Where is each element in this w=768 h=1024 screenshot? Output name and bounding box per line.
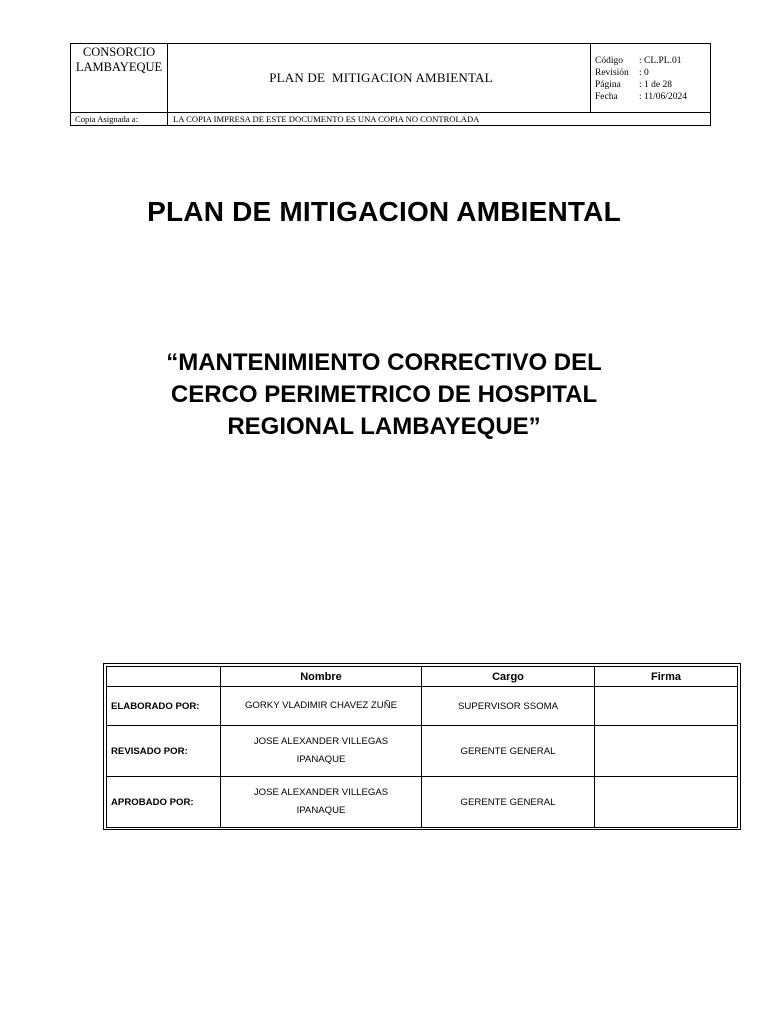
project-title-line1: “MANTENIMIENTO CORRECTIVO DEL [166, 349, 602, 376]
document-header [70, 43, 711, 126]
project-title-line2: CERCO PERIMETRICO DE HOSPITAL [170, 381, 598, 408]
signature-cell [595, 777, 738, 828]
meta-revision [595, 67, 710, 79]
name-cell [221, 726, 422, 777]
header-cell-empty [107, 667, 221, 687]
approval-table [106, 666, 738, 828]
name-line1: GORKY VLADIMIR CHAVEZ ZUÑE [244, 700, 398, 711]
main-title: PLAN DE MITIGACION AMBIENTAL [147, 196, 621, 227]
approval-table-header-row [107, 667, 738, 687]
meta-revision-value: : 0 [639, 68, 649, 78]
company-name-line1: CONSORCIO [82, 45, 156, 59]
name-line2: IPANAQUE [296, 805, 346, 816]
project-title [84, 347, 684, 443]
name-line1: JOSE ALEXANDER VILLEGAS [253, 787, 389, 798]
header-doc-title: PLAN DE MITIGACION AMBIENTAL [269, 70, 493, 85]
project-title-line3: REGIONAL LAMBAYEQUE” [227, 413, 541, 440]
meta-page [595, 79, 710, 91]
table-row-reviewed [107, 726, 738, 777]
header-cell-signature: Firma [595, 667, 738, 687]
meta-code-label: Código [595, 56, 623, 66]
meta-date [595, 91, 710, 103]
role-cell: REVISADO POR: [107, 726, 221, 777]
position-cell: GERENTE GENERAL [422, 726, 595, 777]
role-cell: ELABORADO POR: [107, 687, 221, 726]
name-cell [221, 777, 422, 828]
position-cell: SUPERVISOR SSOMA [422, 687, 595, 726]
copy-assigned-notice: LA COPIA IMPRESA DE ESTE DOCUMENTO ES UNA COPIA NO CONTROLADA [173, 114, 480, 124]
meta-page-label: Página [595, 80, 621, 90]
table-row-elaborated [107, 687, 738, 726]
copy-assigned-label: Copia Asignada a: [71, 113, 168, 125]
table-row-approved [107, 777, 738, 828]
signature-cell [595, 726, 738, 777]
signature-cell [595, 687, 738, 726]
role-cell: APROBADO POR: [107, 777, 221, 828]
name-line2: IPANAQUE [296, 754, 346, 765]
company-name-line2: LAMBAYEQUE [75, 60, 163, 74]
header-cell-name: Nombre [221, 667, 422, 687]
name-line1: JOSE ALEXANDER VILLEGAS [253, 736, 389, 747]
meta-date-value: : 11/06/2024 [639, 92, 687, 102]
approval-table-frame [103, 663, 741, 830]
meta-code-value: : CL.PL.01 [639, 56, 682, 66]
meta-page-value: : 1 de 28 [639, 80, 672, 90]
name-cell [221, 687, 422, 726]
header-top-row [71, 44, 710, 113]
copy-assignment-row [71, 113, 710, 125]
meta-code [595, 55, 710, 67]
meta-revision-label: Revisión [595, 68, 629, 78]
header-cell-position: Cargo [422, 667, 595, 687]
position-cell: GERENTE GENERAL [422, 777, 595, 828]
company-name [71, 44, 168, 112]
document-metadata [590, 44, 710, 112]
meta-date-label: Fecha [595, 92, 618, 102]
